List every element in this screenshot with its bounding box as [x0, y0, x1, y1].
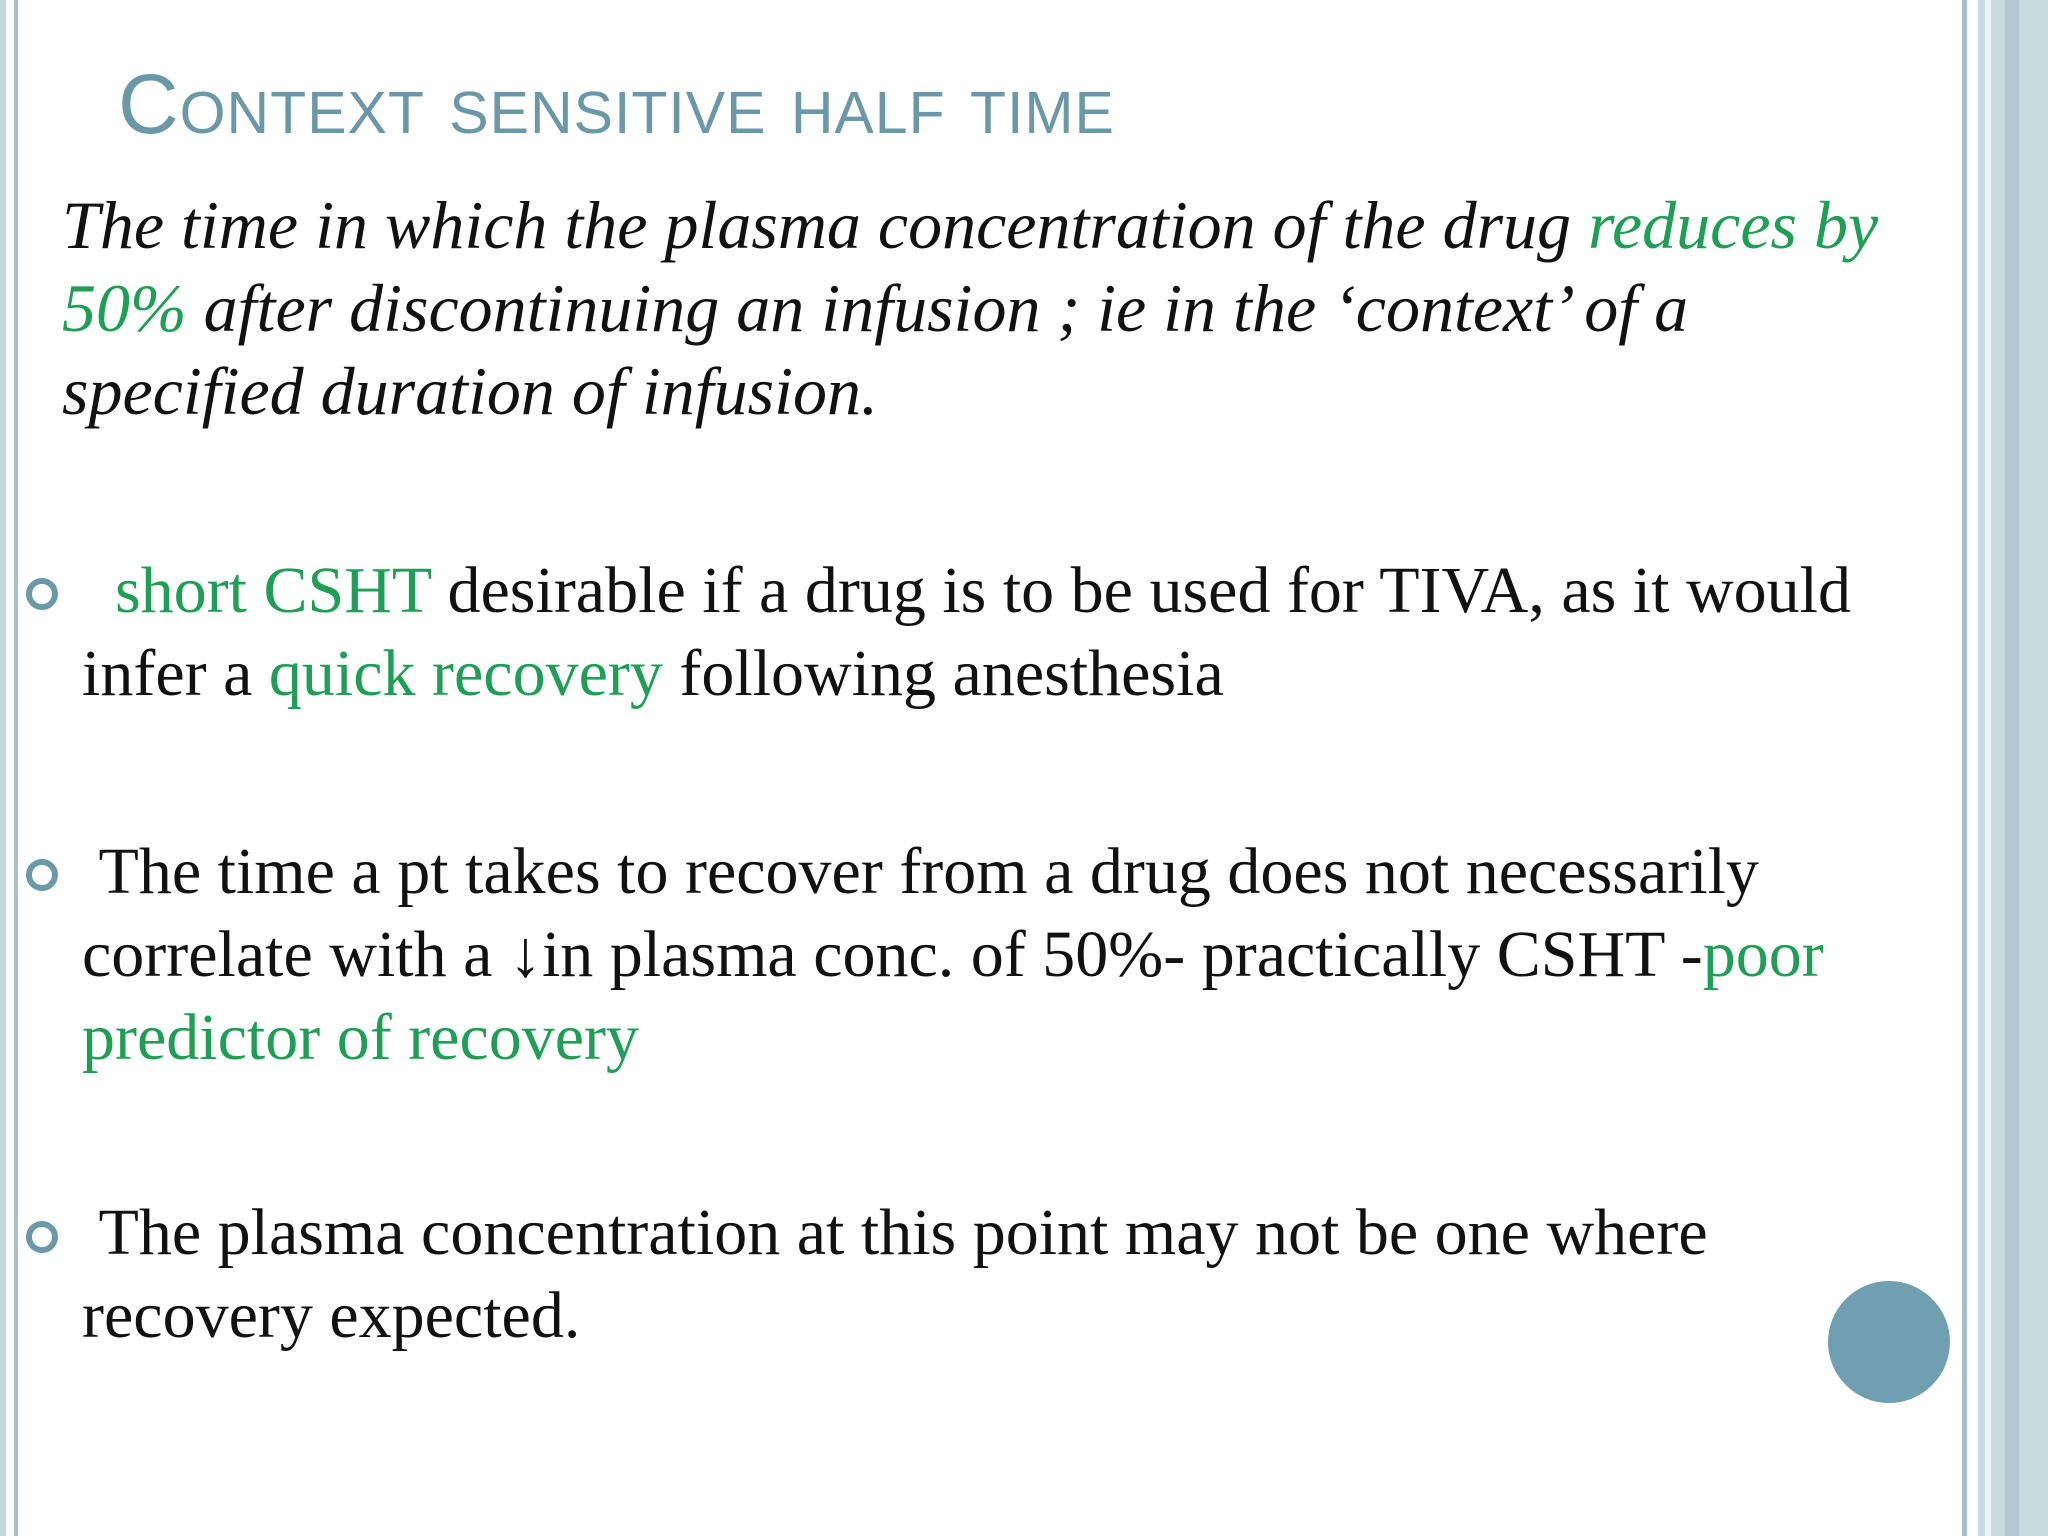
bullet-highlight: quick recovery — [268, 637, 663, 710]
frame-right-dark-line — [2005, 0, 2019, 1536]
bullet-highlight: short CSHT — [115, 554, 432, 627]
frame-right-inner-line — [1962, 0, 1967, 1536]
bullet-item-short-csht — [82, 549, 1952, 715]
definition-text-start: The time in which the plasma concentration of the drug — [62, 187, 1589, 263]
bullet-highlight: poor predictor of recovery — [82, 918, 1824, 1074]
bullet-text: desirable if a drug is to be used for TIVA, as it would infer a — [82, 554, 1851, 710]
bullet-item-recovery-time — [82, 830, 1952, 1079]
bullet-circle-icon — [26, 859, 58, 891]
definition-paragraph — [62, 184, 1942, 433]
decorative-circle — [1828, 1281, 1950, 1403]
slide-title: Context sensitive half time — [118, 57, 1115, 151]
bullet-circle-icon — [26, 578, 58, 610]
bullet-text: The plasma concentration at this point may not be one where recovery expected. — [82, 1196, 1708, 1352]
frame-left-outer-line — [0, 0, 6, 1536]
frame-right-highlight-line — [1985, 0, 1991, 1536]
frame-left-inner-line — [14, 0, 18, 1536]
bullet-circle-icon — [26, 1221, 58, 1253]
bullet-item-plasma-concentration — [82, 1191, 1952, 1357]
bullet-text: The time a pt takes to recover from a drug does not necessarily correlate with a ↓in plasma conc. of 50%- practically CSHT - — [82, 835, 1759, 991]
definition-text-end: after discontinuing an infusion ; ie in the ‘context’ of a specified duration of infusion. — [62, 270, 1689, 429]
definition-highlight: reduces by 50% — [62, 187, 1879, 346]
bullet-text: following anesthesia — [662, 637, 1224, 710]
